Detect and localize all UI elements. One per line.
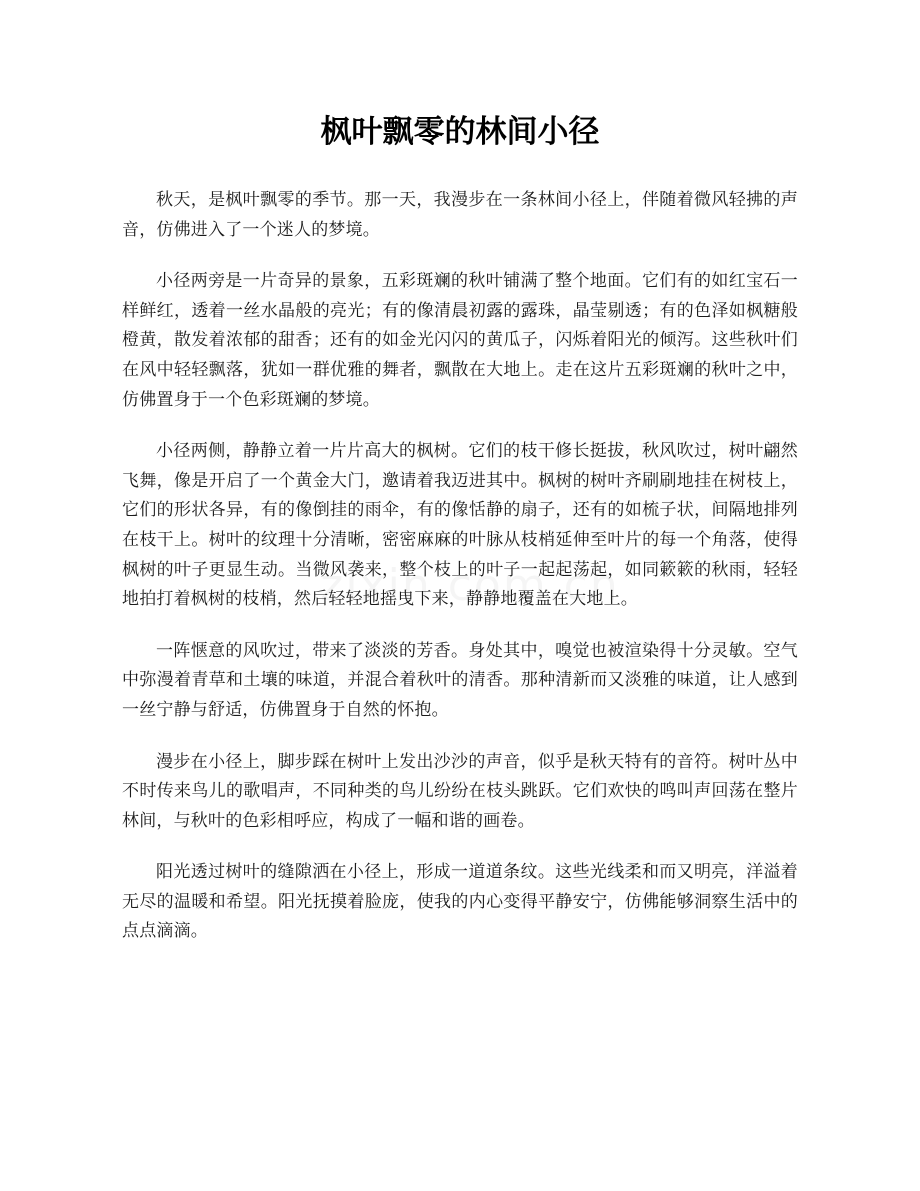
paragraph-6: 阳光透过树叶的缝隙洒在小径上，形成一道道条纹。这些光线柔和而又明亮，洋溢着无尽的温暖和希望。阳光抚摸着脸庞，使我的内心变得平静安宁，仿佛能够洞察生活中的点点滴滴。 xyxy=(122,862,798,942)
paragraph-5: 漫步在小径上，脚步踩在树叶上发出沙沙的声音，似乎是秋天特有的音符。树叶丛中不时传来鸟儿的歌唱声，不同种类的鸟儿纷纷在枝头跳跃。它们欢快的鸣叫声回荡在整片林间，与秋叶的色彩相呼应，构成了一幅和谐的画卷。 xyxy=(122,751,798,831)
paragraph-2: 小径两旁是一片奇异的景象，五彩斑斓的秋叶铺满了整个地面。它们有的如红宝石一样鲜红，透着一丝水晶般的亮光；有的像清晨初露的露珠，晶莹剔透；有的色泽如枫糖般橙黄，散发着浓郁的甜香；还有的如金光闪闪的黄瓜子，闪烁着阳光的倾泻。这些秋叶们在风中轻轻飘落，犹如一群优雅的舞者，飘散在大地上。走在这片五彩斑斓的秋叶之中，仿佛置身于一个色彩斑斓的梦境。 xyxy=(122,271,798,410)
page-title: 枫叶飘零的林间小径 xyxy=(320,114,600,150)
article-body xyxy=(122,186,798,969)
paragraph-3: 小径两侧，静静立着一片片高大的枫树。它们的枝干修长挺拔，秋风吹过，树叶翩然飞舞，像是开启了一个黄金大门，邀请着我迈进其中。枫树的树叶齐刷刷地挂在树枝上，它们的形状各异，有的像倒挂的雨伞，有的像恬静的扇子，还有的如梳子状，间隔地排列在枝干上。树叶的纹理十分清晰，密密麻麻的叶脉从枝梢延伸至叶片的每一个角落，使得枫树的叶子更显生动。当微风袭来，整个枝上的叶子一起起荡起，如同簌簌的秋雨，轻轻地拍打着枫树的枝梢，然后轻轻地摇曳下来，静静地覆盖在大地上。 xyxy=(122,441,798,610)
paragraph-4: 一阵惬意的风吹过，带来了淡淡的芳香。身处其中，嗅觉也被渲染得十分灵敏。空气中弥漫着青草和土壤的味道，并混合着秋叶的清香。那种清新而又淡雅的味道，让人感到一丝宁静与舒适，仿佛置身于自然的怀抱。 xyxy=(122,640,798,720)
paragraph-1: 秋天，是枫叶飘零的季节。那一天，我漫步在一条林间小径上，伴随着微风轻拂的声音，仿佛进入了一个迷人的梦境。 xyxy=(122,190,798,240)
